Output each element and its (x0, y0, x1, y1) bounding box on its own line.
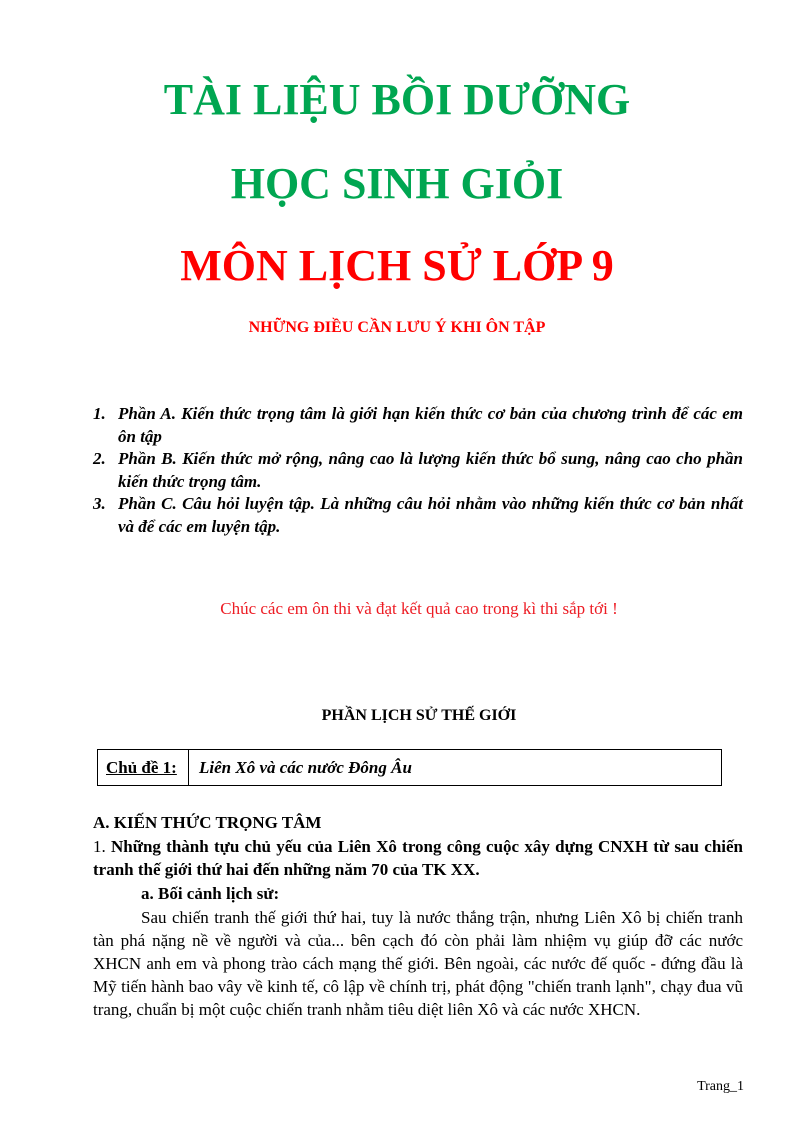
subtitle: NHỮNG ĐIỀU CẦN LƯU Ý KHI ÔN TẬP (248, 319, 546, 336)
item-1-text: Những thành tựu chủ yếu của Liên Xô trong công cuộc xây dựng CNXH từ sau chiến tranh thế giới thứ hai đến những năm 70 của TK XX. (93, 837, 743, 879)
section-title: PHẦN LỊCH SỬ THẾ GIỚI (321, 707, 517, 724)
note-item (93, 403, 743, 448)
note-text: Phần C. Câu hỏi luyện tập. Là những câu hỏi nhằm vào những kiến thức cơ bản nhất và để các em luyện tập. (118, 494, 743, 536)
note-number: 1. (93, 404, 106, 423)
note-number: 3. (93, 494, 106, 513)
item-1-number: 1. (93, 837, 112, 856)
notes-list (93, 403, 743, 538)
item-1 (93, 835, 743, 881)
topic-label: Chủ đề 1: (98, 750, 189, 785)
page-number: Trang_1 (697, 1079, 744, 1094)
subheading-a: a. Bối cảnh lịch sử: (141, 884, 280, 903)
topic-value: Liên Xô và các nước Đông Âu (199, 757, 412, 777)
heading-a: A. KIẾN THỨC TRỌNG TÂM (93, 813, 322, 832)
paragraph: Sau chiến tranh thế giới thứ hai, tuy là nước thắng trận, nhưng Liên Xô bị chiến tranh tàn phá nặng nề về người và của... bên cạch đó còn phải làm nhiệm vụ giúp đỡ các nước XHCN anh em và phong trào cách mạng thế giới. Bên ngoài, các nước đế quốc - đứng đầu là Mỹ tiến hành bao vây về kinh tế, cô lập về chính trị, phát động "chiến tranh lạnh", chạy đua vũ trang, chuẩn bị một cuộc chiến tranh nhằm tiêu diệt liên Xô và các nước XHCN. (93, 908, 743, 1019)
note-item (93, 493, 743, 538)
title-line-1: TÀI LIỆU BỒI DƯỠNG (163, 75, 631, 124)
title-line-3: MÔN LỊCH SỬ LỚP 9 (180, 241, 614, 290)
note-text: Phần B. Kiến thức mở rộng, nâng cao là lượng kiến thức bổ sung, nâng cao cho phần kiến thức trọng tâm. (118, 449, 743, 491)
wish-text: Chúc các em ôn thi và đạt kết quả cao trong kì thi sắp tới ! (220, 599, 618, 618)
note-number: 2. (93, 449, 106, 468)
title-line-2: HỌC SINH GIỎI (230, 159, 564, 208)
note-item (93, 448, 743, 493)
note-text: Phần A. Kiến thức trọng tâm là giới hạn kiến thức cơ bản của chương trình để các em ôn tập (118, 404, 743, 446)
topic-box (97, 749, 722, 786)
